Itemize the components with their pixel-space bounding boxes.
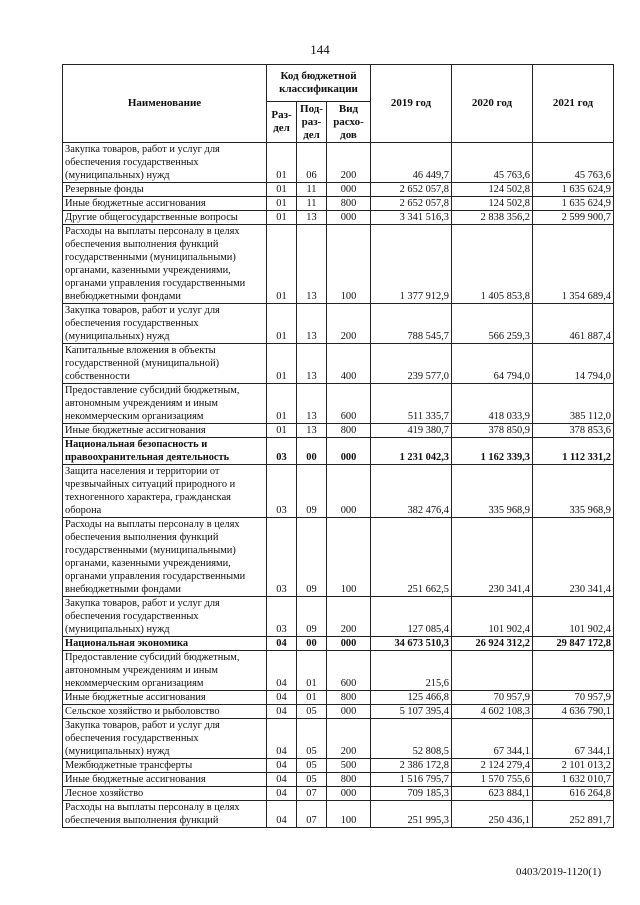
table-row	[63, 384, 614, 424]
row-section: 04	[267, 787, 297, 801]
row-expense-type: 200	[327, 304, 371, 344]
row-section: 04	[267, 651, 297, 691]
row-value-2021: 378 853,6	[533, 424, 614, 438]
row-section: 01	[267, 197, 297, 211]
row-expense-type: 500	[327, 759, 371, 773]
row-value-2021: 230 341,4	[533, 518, 614, 597]
row-subsection: 09	[297, 518, 327, 597]
row-expense-type: 000	[327, 438, 371, 465]
row-value-2019: 125 466,8	[371, 691, 452, 705]
row-value-2021: 385 112,0	[533, 384, 614, 424]
row-subsection: 13	[297, 304, 327, 344]
row-value-2019: 1 377 912,9	[371, 225, 452, 304]
row-value-2021: 70 957,9	[533, 691, 614, 705]
header-subsection: Под-раз-дел	[297, 102, 327, 143]
row-subsection: 13	[297, 384, 327, 424]
row-section: 01	[267, 424, 297, 438]
table-body	[63, 143, 614, 828]
row-value-2020: 230 341,4	[452, 518, 533, 597]
row-value-2021	[533, 651, 614, 691]
row-section: 03	[267, 465, 297, 518]
row-section: 01	[267, 183, 297, 197]
row-name: Другие общегосударственные вопросы	[63, 211, 267, 225]
row-value-2020: 250 436,1	[452, 801, 533, 828]
row-subsection: 13	[297, 344, 327, 384]
budget-table	[62, 64, 614, 828]
row-value-2020: 70 957,9	[452, 691, 533, 705]
row-name: Расходы на выплаты персоналу в целях обеспечения выполнения функций	[63, 801, 267, 828]
row-name: Национальная экономика	[63, 637, 267, 651]
header-name: Наименование	[63, 65, 267, 143]
row-value-2019: 1 516 795,7	[371, 773, 452, 787]
row-name: Национальная безопасность и правоохранительная деятельность	[63, 438, 267, 465]
row-value-2021: 1 354 689,4	[533, 225, 614, 304]
row-value-2021: 1 635 624,9	[533, 197, 614, 211]
table-row	[63, 773, 614, 787]
row-value-2019: 239 577,0	[371, 344, 452, 384]
row-value-2020: 2 124 279,4	[452, 759, 533, 773]
table-row	[63, 197, 614, 211]
row-subsection: 07	[297, 787, 327, 801]
page-number: 144	[310, 42, 330, 57]
row-expense-type: 600	[327, 651, 371, 691]
row-name: Закупка товаров, работ и услуг для обеспечения государственных (муниципальных) нужд	[63, 719, 267, 759]
row-expense-type: 200	[327, 143, 371, 183]
row-value-2019: 127 085,4	[371, 597, 452, 637]
row-section: 03	[267, 518, 297, 597]
row-value-2019: 2 386 172,8	[371, 759, 452, 773]
row-section: 01	[267, 384, 297, 424]
row-name: Иные бюджетные ассигнования	[63, 424, 267, 438]
header-year-2020: 2020 год	[452, 65, 533, 143]
row-value-2020: 4 602 108,3	[452, 705, 533, 719]
row-value-2019: 5 107 395,4	[371, 705, 452, 719]
row-value-2019: 46 449,7	[371, 143, 452, 183]
row-expense-type: 200	[327, 719, 371, 759]
row-expense-type: 600	[327, 384, 371, 424]
row-value-2020: 2 838 356,2	[452, 211, 533, 225]
table-row	[63, 344, 614, 384]
row-name: Защита населения и территории от чрезвычайных ситуаций природного и техногенного характера, гражданская оборона	[63, 465, 267, 518]
row-value-2021: 1 635 624,9	[533, 183, 614, 197]
row-value-2020: 124 502,8	[452, 183, 533, 197]
table-row	[63, 691, 614, 705]
table-row	[63, 597, 614, 637]
table-row	[63, 183, 614, 197]
table-row	[63, 211, 614, 225]
header-section: Раз-дел	[267, 102, 297, 143]
row-expense-type: 000	[327, 183, 371, 197]
table-row	[63, 705, 614, 719]
row-expense-type: 000	[327, 787, 371, 801]
row-section: 04	[267, 801, 297, 828]
row-subsection: 05	[297, 773, 327, 787]
row-subsection: 01	[297, 651, 327, 691]
header-year-2019: 2019 год	[371, 65, 452, 143]
document-code: 0403/2019-1120(1)	[516, 866, 602, 878]
table-row	[63, 787, 614, 801]
row-section: 04	[267, 691, 297, 705]
row-value-2020: 623 884,1	[452, 787, 533, 801]
row-subsection: 09	[297, 465, 327, 518]
table-header	[63, 65, 614, 143]
row-value-2021: 252 891,7	[533, 801, 614, 828]
row-expense-type: 800	[327, 773, 371, 787]
row-expense-type: 100	[327, 225, 371, 304]
row-expense-type: 800	[327, 197, 371, 211]
row-value-2019: 511 335,7	[371, 384, 452, 424]
row-value-2021: 67 344,1	[533, 719, 614, 759]
row-name: Закупка товаров, работ и услуг для обеспечения государственных (муниципальных) нужд	[63, 597, 267, 637]
row-value-2019: 419 380,7	[371, 424, 452, 438]
row-name: Иные бюджетные ассигнования	[63, 197, 267, 211]
row-value-2019: 2 652 057,8	[371, 183, 452, 197]
row-subsection: 11	[297, 197, 327, 211]
row-value-2020: 566 259,3	[452, 304, 533, 344]
row-section: 03	[267, 438, 297, 465]
row-section: 01	[267, 304, 297, 344]
row-value-2021: 4 636 790,1	[533, 705, 614, 719]
row-section: 04	[267, 773, 297, 787]
row-expense-type: 400	[327, 344, 371, 384]
row-value-2021: 335 968,9	[533, 465, 614, 518]
row-expense-type: 000	[327, 705, 371, 719]
row-name: Расходы на выплаты персоналу в целях обеспечения выполнения функций государственными (муниципальными) органами, казенными учреждениями, органами управления государственными внебюджетными фондами	[63, 225, 267, 304]
row-section: 04	[267, 719, 297, 759]
row-section: 01	[267, 225, 297, 304]
row-expense-type: 000	[327, 465, 371, 518]
row-value-2020: 26 924 312,2	[452, 637, 533, 651]
row-name: Сельское хозяйство и рыболовство	[63, 705, 267, 719]
row-subsection: 09	[297, 597, 327, 637]
row-value-2020: 67 344,1	[452, 719, 533, 759]
row-subsection: 01	[297, 691, 327, 705]
row-name: Закупка товаров, работ и услуг для обеспечения государственных (муниципальных) нужд	[63, 143, 267, 183]
row-value-2020	[452, 651, 533, 691]
row-value-2020: 124 502,8	[452, 197, 533, 211]
row-value-2019: 709 185,3	[371, 787, 452, 801]
header-expense-type: Вид расхо-дов	[327, 102, 371, 143]
row-value-2020: 335 968,9	[452, 465, 533, 518]
table-row	[63, 465, 614, 518]
row-value-2019: 3 341 516,3	[371, 211, 452, 225]
row-name: Расходы на выплаты персоналу в целях обеспечения выполнения функций государственными (муниципальными) органами, казенными учреждениями, органами управления государственными внебюджетными фондами	[63, 518, 267, 597]
row-name: Предоставление субсидий бюджетным, автономным учреждениям и иным некоммерческим организациям	[63, 651, 267, 691]
row-value-2021: 101 902,4	[533, 597, 614, 637]
row-value-2021: 1 112 331,2	[533, 438, 614, 465]
row-name: Лесное хозяйство	[63, 787, 267, 801]
row-value-2020: 1 162 339,3	[452, 438, 533, 465]
table-row	[63, 424, 614, 438]
row-value-2019: 382 476,4	[371, 465, 452, 518]
row-value-2019: 215,6	[371, 651, 452, 691]
table-row	[63, 801, 614, 828]
row-section: 01	[267, 211, 297, 225]
row-value-2019: 34 673 510,3	[371, 637, 452, 651]
row-section: 04	[267, 637, 297, 651]
table-row	[63, 719, 614, 759]
row-name: Закупка товаров, работ и услуг для обеспечения государственных (муниципальных) нужд	[63, 304, 267, 344]
row-subsection: 00	[297, 637, 327, 651]
row-value-2019: 788 545,7	[371, 304, 452, 344]
table-row	[63, 143, 614, 183]
row-expense-type: 100	[327, 518, 371, 597]
row-subsection: 13	[297, 211, 327, 225]
row-section: 03	[267, 597, 297, 637]
row-value-2021: 616 264,8	[533, 787, 614, 801]
row-expense-type: 000	[327, 637, 371, 651]
table-row	[63, 225, 614, 304]
row-subsection: 05	[297, 759, 327, 773]
table-row	[63, 759, 614, 773]
row-name: Иные бюджетные ассигнования	[63, 773, 267, 787]
row-subsection: 00	[297, 438, 327, 465]
table-row	[63, 518, 614, 597]
row-value-2021: 2 599 900,7	[533, 211, 614, 225]
row-subsection: 11	[297, 183, 327, 197]
row-value-2020: 1 570 755,6	[452, 773, 533, 787]
row-name: Капитальные вложения в объекты государственной (муниципальной) собственности	[63, 344, 267, 384]
row-subsection: 05	[297, 719, 327, 759]
row-subsection: 13	[297, 424, 327, 438]
table-row	[63, 637, 614, 651]
table-row	[63, 438, 614, 465]
row-name: Иные бюджетные ассигнования	[63, 691, 267, 705]
row-value-2019: 2 652 057,8	[371, 197, 452, 211]
row-subsection: 05	[297, 705, 327, 719]
row-section: 04	[267, 759, 297, 773]
row-name: Предоставление субсидий бюджетным, автономным учреждениям и иным некоммерческим организациям	[63, 384, 267, 424]
header-code-group: Код бюджетной классификации	[267, 65, 371, 102]
row-value-2021: 45 763,6	[533, 143, 614, 183]
row-value-2020: 45 763,6	[452, 143, 533, 183]
row-value-2019: 251 995,3	[371, 801, 452, 828]
row-value-2020: 101 902,4	[452, 597, 533, 637]
row-subsection: 13	[297, 225, 327, 304]
row-value-2019: 251 662,5	[371, 518, 452, 597]
row-expense-type: 100	[327, 801, 371, 828]
row-name: Межбюджетные трансферты	[63, 759, 267, 773]
row-value-2020: 1 405 853,8	[452, 225, 533, 304]
row-value-2020: 64 794,0	[452, 344, 533, 384]
row-section: 01	[267, 344, 297, 384]
row-value-2019: 52 808,5	[371, 719, 452, 759]
row-value-2021: 461 887,4	[533, 304, 614, 344]
row-name: Резервные фонды	[63, 183, 267, 197]
table-row	[63, 651, 614, 691]
row-value-2021: 14 794,0	[533, 344, 614, 384]
row-value-2020: 418 033,9	[452, 384, 533, 424]
table-row	[63, 304, 614, 344]
row-expense-type: 000	[327, 211, 371, 225]
row-expense-type: 800	[327, 424, 371, 438]
row-value-2021: 29 847 172,8	[533, 637, 614, 651]
row-section: 01	[267, 143, 297, 183]
row-value-2021: 2 101 013,2	[533, 759, 614, 773]
row-value-2019: 1 231 042,3	[371, 438, 452, 465]
row-expense-type: 200	[327, 597, 371, 637]
row-subsection: 07	[297, 801, 327, 828]
row-section: 04	[267, 705, 297, 719]
row-expense-type: 800	[327, 691, 371, 705]
row-subsection: 06	[297, 143, 327, 183]
header-year-2021: 2021 год	[533, 65, 614, 143]
row-value-2021: 1 632 010,7	[533, 773, 614, 787]
row-value-2020: 378 850,9	[452, 424, 533, 438]
